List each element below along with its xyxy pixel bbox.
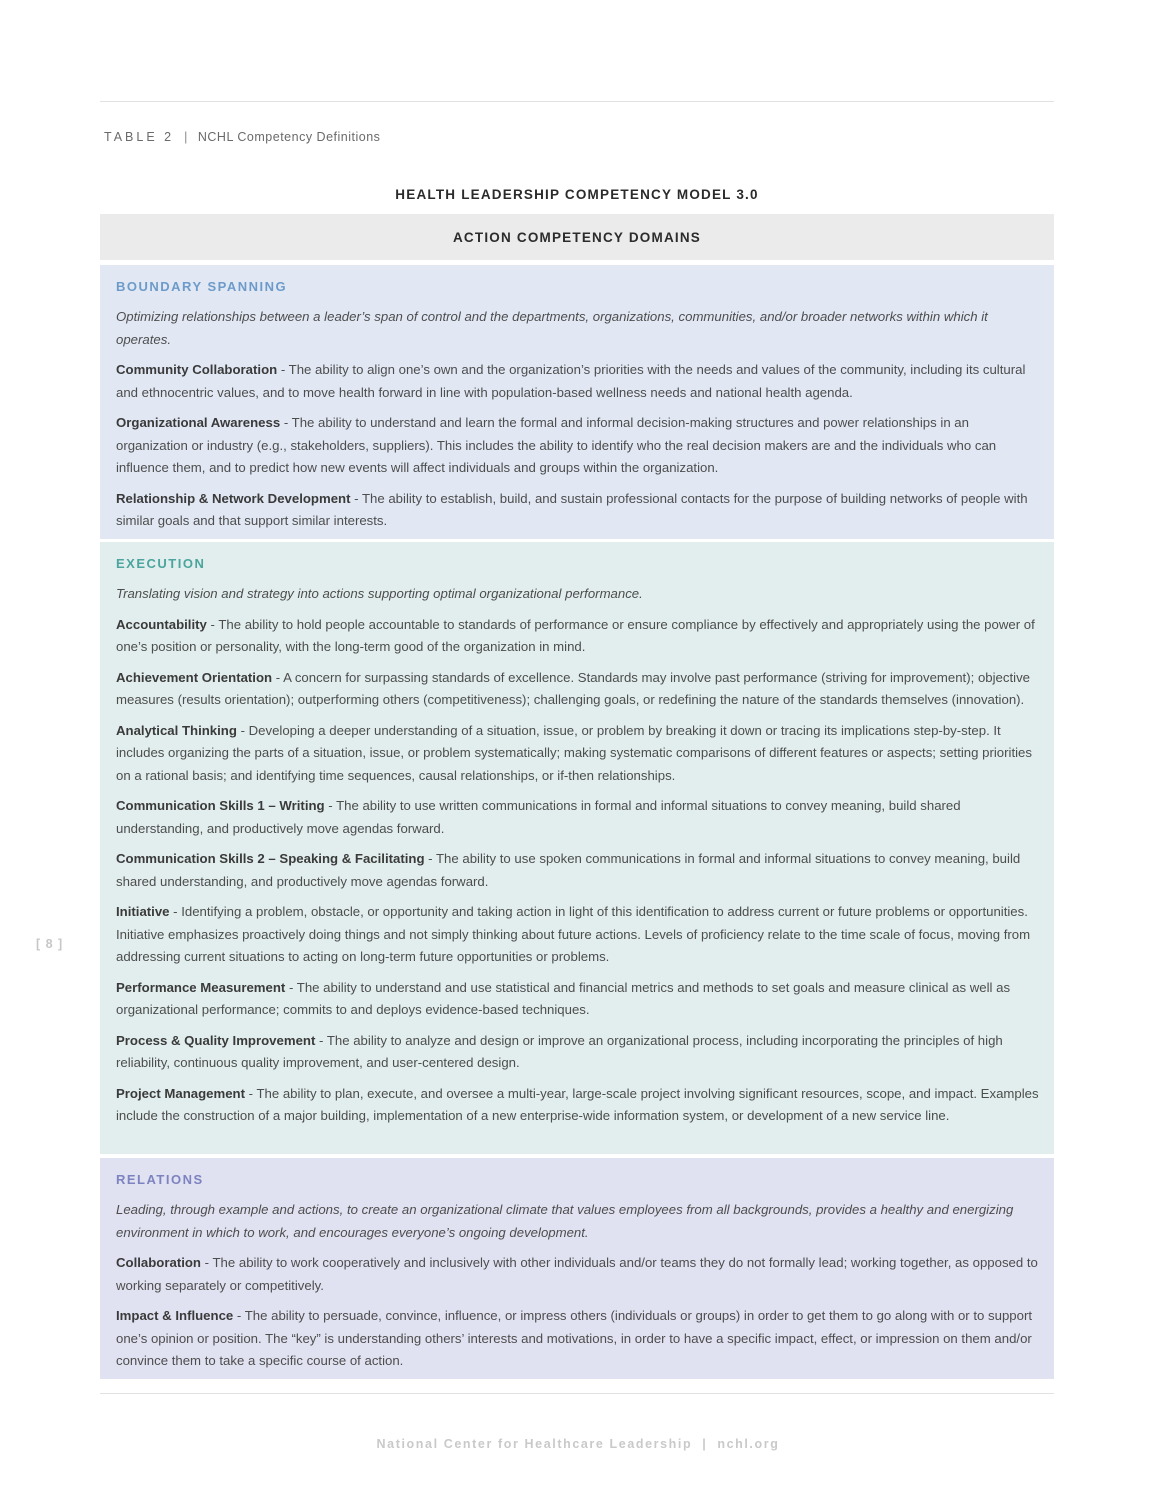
competency-item: [116, 1030, 1040, 1075]
competency-item: [116, 614, 1040, 659]
competency-term: Analytical Thinking: [116, 722, 237, 738]
section-execution: [100, 542, 1054, 1154]
competency-term: Communication Skills 2 – Speaking & Facilitating: [116, 851, 425, 866]
page-number: [ 8 ]: [36, 937, 64, 951]
competency-term: Organizational Awareness: [116, 415, 281, 430]
competency-term: Accountability: [116, 616, 207, 632]
competency-item: [116, 1252, 1040, 1297]
competency-term: Process & Quality Improvement: [116, 1032, 316, 1048]
table-label: [104, 130, 380, 144]
competency-definition: - The ability to plan, execute, and oversee a multi-year, large-scale project involving significant resources, scope, and impact. Examples include the construction of a major building, implementation of a new enterprise-wide information system, or development of a new service line.: [116, 1085, 1039, 1123]
table-title: NCHL Competency Definitions: [197, 130, 381, 144]
competency-definition: - The ability to understand and learn the formal and informal decision-making structures and power relationships in an organization or industry (e.g., stakeholders, suppliers). This includes the ability to identify who the real decision makers are and the individuals who can influence them, and to predict how new events will affect individuals and groups within the organization.: [116, 415, 997, 475]
table-number: TABLE 2: [104, 130, 175, 144]
footer-website: nchl.org: [717, 1437, 780, 1451]
competency-definition: - The ability to use spoken communications in formal and informal situations to convey meaning, build shared understanding, and productively move agendas forward.: [116, 851, 1021, 889]
competency-term: Project Management: [116, 1085, 245, 1101]
competency-item: [116, 1083, 1040, 1128]
competency-item: [116, 488, 1040, 533]
competency-term: Performance Measurement: [116, 979, 286, 995]
bottom-rule: [100, 1393, 1054, 1394]
competency-term: Collaboration: [116, 1255, 201, 1270]
competency-item: [116, 795, 1040, 840]
section-intro: Translating vision and strategy into actions supporting optimal organizational performance.: [116, 586, 643, 601]
competency-item: [116, 848, 1040, 893]
competency-item: [116, 1305, 1040, 1373]
competency-definition: - The ability to persuade, convince, influence, or impress others (individuals or groups) in order to get them to go along with or to support one’s opinion or position. The “key” is understanding others’ interests and motivations, in order to have a specific impact, effect, or impression on them and/or convince them to take a specific course of action.: [116, 1308, 1033, 1368]
competency-term: Relationship & Network Development: [116, 490, 351, 506]
competency-definition: - The ability to analyze and design or improve an organizational process, including incorporating the principles of high reliability, continuous quality improvement, and user-centered design.: [116, 1032, 1003, 1070]
competency-definition: - A concern for surpassing standards of excellence. Standards may involve past performance (striving for improvement); objective measures (results orientation); outperforming others (competitiveness); challenging goals, or redefining the nature of the standards themselves (innovation).: [116, 669, 1030, 707]
competency-definition: - The ability to establish, build, and sustain professional contacts for the purpose of building networks of people with similar goals and that support similar interests.: [116, 490, 1028, 528]
competency-item: [116, 977, 1040, 1022]
competency-definition: - Identifying a problem, obstacle, or opportunity and taking action in light of this identification to address current or future problems or opportunities. Initiative emphasizes proactively doing things and not simply thinking about future actions. Levels of proficiency relate to the time scale of focus, moving from addressing current situations to acting on long-term future opportunities or problems.: [116, 904, 1031, 964]
section-title: EXECUTION: [116, 556, 206, 571]
domains-header: ACTION COMPETENCY DOMAINS: [100, 214, 1054, 260]
competency-term: Impact & Influence: [116, 1308, 234, 1323]
section-title: BOUNDARY SPANNING: [116, 279, 288, 294]
model-title: HEALTH LEADERSHIP COMPETENCY MODEL 3.0: [395, 187, 759, 202]
competency-item: [116, 359, 1040, 404]
competency-definition: - The ability to align one’s own and the organization’s priorities with the needs and values of the community, including its cultural and ethnocentric values, and to move health forward in line with population-based wellness needs and national health agenda.: [116, 362, 1026, 400]
competency-term: Communication Skills 1 – Writing: [116, 798, 325, 813]
competency-term: Community Collaboration: [116, 362, 278, 377]
section-intro: Leading, through example and actions, to create an organizational climate that values employees from all backgrounds, provides a healthy and energizing environment in which to work, and encourages everyone’s ongoing development.: [116, 1202, 1014, 1240]
table-label-separator: |: [184, 130, 188, 144]
footer-separator: |: [702, 1437, 708, 1451]
competency-definition: - Developing a deeper understanding of a situation, issue, or problem by breaking it down or tracing its implications step-by-step. It includes organizing the parts of a situation, issue, or problem systematically; making systematic comparisons of different features or aspects; setting priorities on a rational basis; and identifying time sequences, causal relationships, or if-then relationships.: [116, 722, 1032, 783]
section-title: RELATIONS: [116, 1172, 204, 1187]
competency-item: [116, 412, 1040, 480]
competency-definition: - The ability to hold people accountable to standards of performance or ensure compliance by effectively and appropriately using the power of one’s position or personality, with the long-term good of the organization in mind.: [116, 616, 1035, 654]
section-intro: Optimizing relationships between a leader’s span of control and the departments, organizations, communities, and/or broader networks within which it operates.: [116, 309, 988, 347]
competency-item: [116, 901, 1040, 969]
section-relations: [100, 1158, 1054, 1379]
competency-term: Initiative: [116, 904, 170, 919]
footer: [0, 1437, 1156, 1451]
competency-definition: - The ability to understand and use statistical and financial metrics and methods to set goals and measure clinical as well as organizational performance; commits to and deploys evidence-based techniques.: [116, 979, 1011, 1017]
competency-term: Achievement Orientation: [116, 669, 273, 685]
competency-definition: - The ability to work cooperatively and inclusively with other individuals and/or teams they do not formally lead; working together, as opposed to working separately or competitively.: [116, 1255, 1038, 1293]
top-rule: [100, 101, 1054, 102]
competency-definition: - The ability to use written communications in formal and informal situations to convey meaning, build shared understanding, and productively move agendas forward.: [116, 798, 961, 836]
competency-item: [116, 720, 1040, 788]
section-boundary-spanning: [100, 265, 1054, 539]
competency-item: [116, 667, 1040, 712]
footer-organization: National Center for Healthcare Leadership: [376, 1437, 693, 1451]
